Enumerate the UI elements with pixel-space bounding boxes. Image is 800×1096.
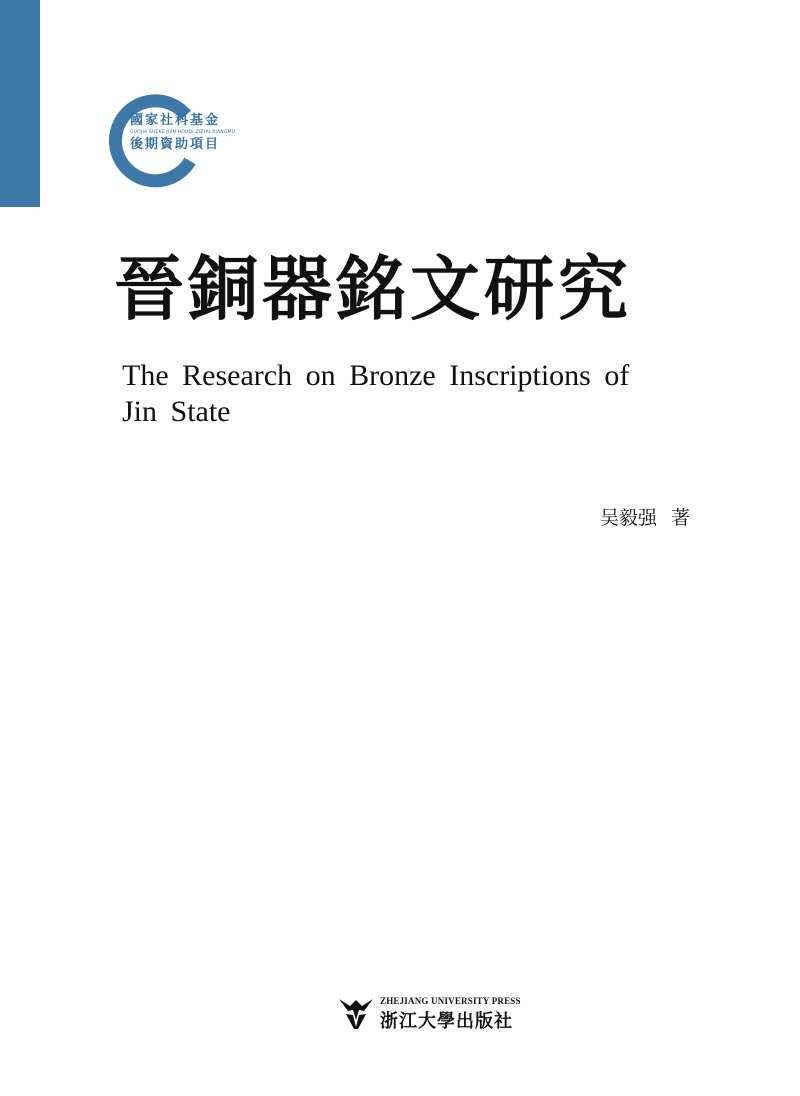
author-line: [600, 503, 690, 530]
fund-badge: [108, 93, 236, 189]
badge-line-2: 後期資助項目: [130, 137, 221, 152]
publisher-chinese: 浙江大學出版社: [380, 1011, 513, 1032]
side-color-bar: [0, 0, 40, 207]
bird-emblem-icon: [338, 996, 374, 1030]
book-title-chinese: 晉銅器銘文研究: [114, 247, 632, 330]
publisher-english: ZHEJIANG UNIVERSITY PRESS: [380, 996, 521, 1006]
publisher-block: [338, 994, 578, 1034]
badge-pinyin: GUOJIA SHEKE JIJIN HOUQI ZIZHU XIANGMU: [130, 130, 236, 135]
badge-text: [130, 113, 260, 152]
author-name: 吴毅强: [600, 507, 658, 529]
book-title-english: The Research on Bronze Inscriptions of Jin State: [122, 359, 630, 428]
badge-line-1: 國家社科基金: [130, 113, 221, 128]
author-role: 著: [671, 507, 691, 529]
